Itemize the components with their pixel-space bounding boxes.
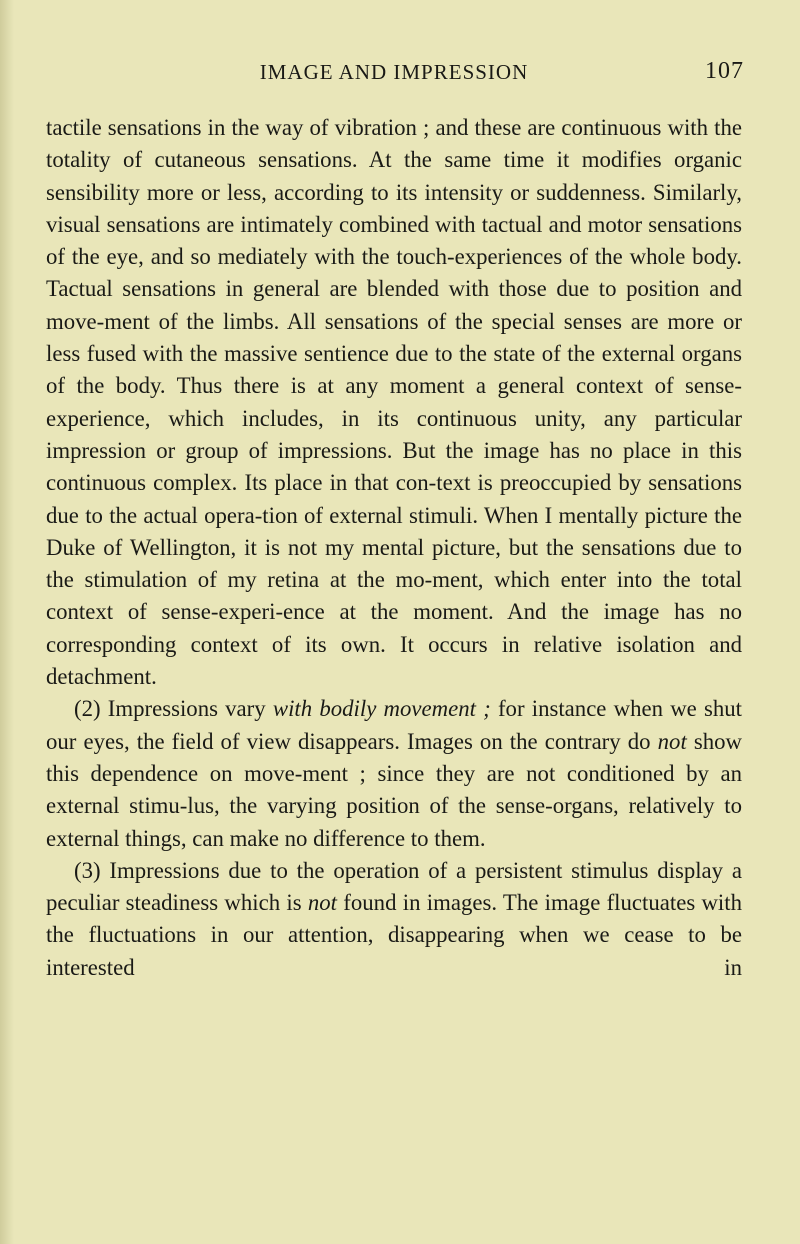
paragraph-2-text-b: for instance when we shut our eyes, the field of view disappears. Images on the contrary do <box>46 696 742 754</box>
paragraph-2-text-c: show this dependence on move-ment ; since they are not conditioned by an external stimu-lus, the varying position of the sense-organs, relatively to external things, can make no difference to them. <box>46 728 742 851</box>
paragraph-3 <box>46 855 742 984</box>
body-text <box>46 112 742 984</box>
page-gutter-shadow <box>0 0 14 1244</box>
paragraph-2-emphasis-2: not <box>657 728 687 754</box>
page-header <box>44 58 744 90</box>
paragraph-3-text-a: (3) Impressions due to the operation of a persistent stimulus display a peculiar steadiness which is <box>46 857 742 916</box>
paragraph-2 <box>46 693 742 854</box>
paragraph-1-text: tactile sensations in the way of vibration ; and these are continuous with the totality of cutaneous sensations. At the same time it modifies organic sensibility more or less, according to its intensity or suddenness. Similarly, visual sensations are intimately combined with tactual and motor sensations of the eye, and so mediately with the touch-experiences of the whole body. Tactual sensations in general are blended with those due to position and move-ment of the limbs. All sensations of the special senses are more or less fused with the massive sentience due to the state of the external organs of the body. Thus there is at any moment a general context of sense-experience, which includes, in its continuous unity, any particular impression or group of impressions. But the image has no place in this continuous complex. Its place in that con-text is preoccupied by sensations due to the actual opera-tion of external stimuli. When I mentally picture the Duke of Wellington, it is not my mental picture, but the sensations due to the stimulation of my retina at the mo-ment, which enter into the total context of sense-experi-ence at the moment. And the image has no corresponding context of its own. It occurs in relative isolation and detachment. <box>46 115 742 690</box>
running-head: IMAGE AND IMPRESSION <box>259 60 529 84</box>
paragraph-3-emphasis: not <box>307 890 338 916</box>
paragraph-2-emphasis-1: with bodily movement ; <box>272 696 491 722</box>
paragraph-3-text-b: found in images. The image fluctuates with the fluctuations in our attention, disappearing when we cease to be interested in <box>46 890 743 980</box>
paragraph-1 <box>46 112 742 693</box>
paragraph-2-text-a: (2) Impressions vary <box>74 696 273 722</box>
page-number: 107 <box>705 58 744 84</box>
